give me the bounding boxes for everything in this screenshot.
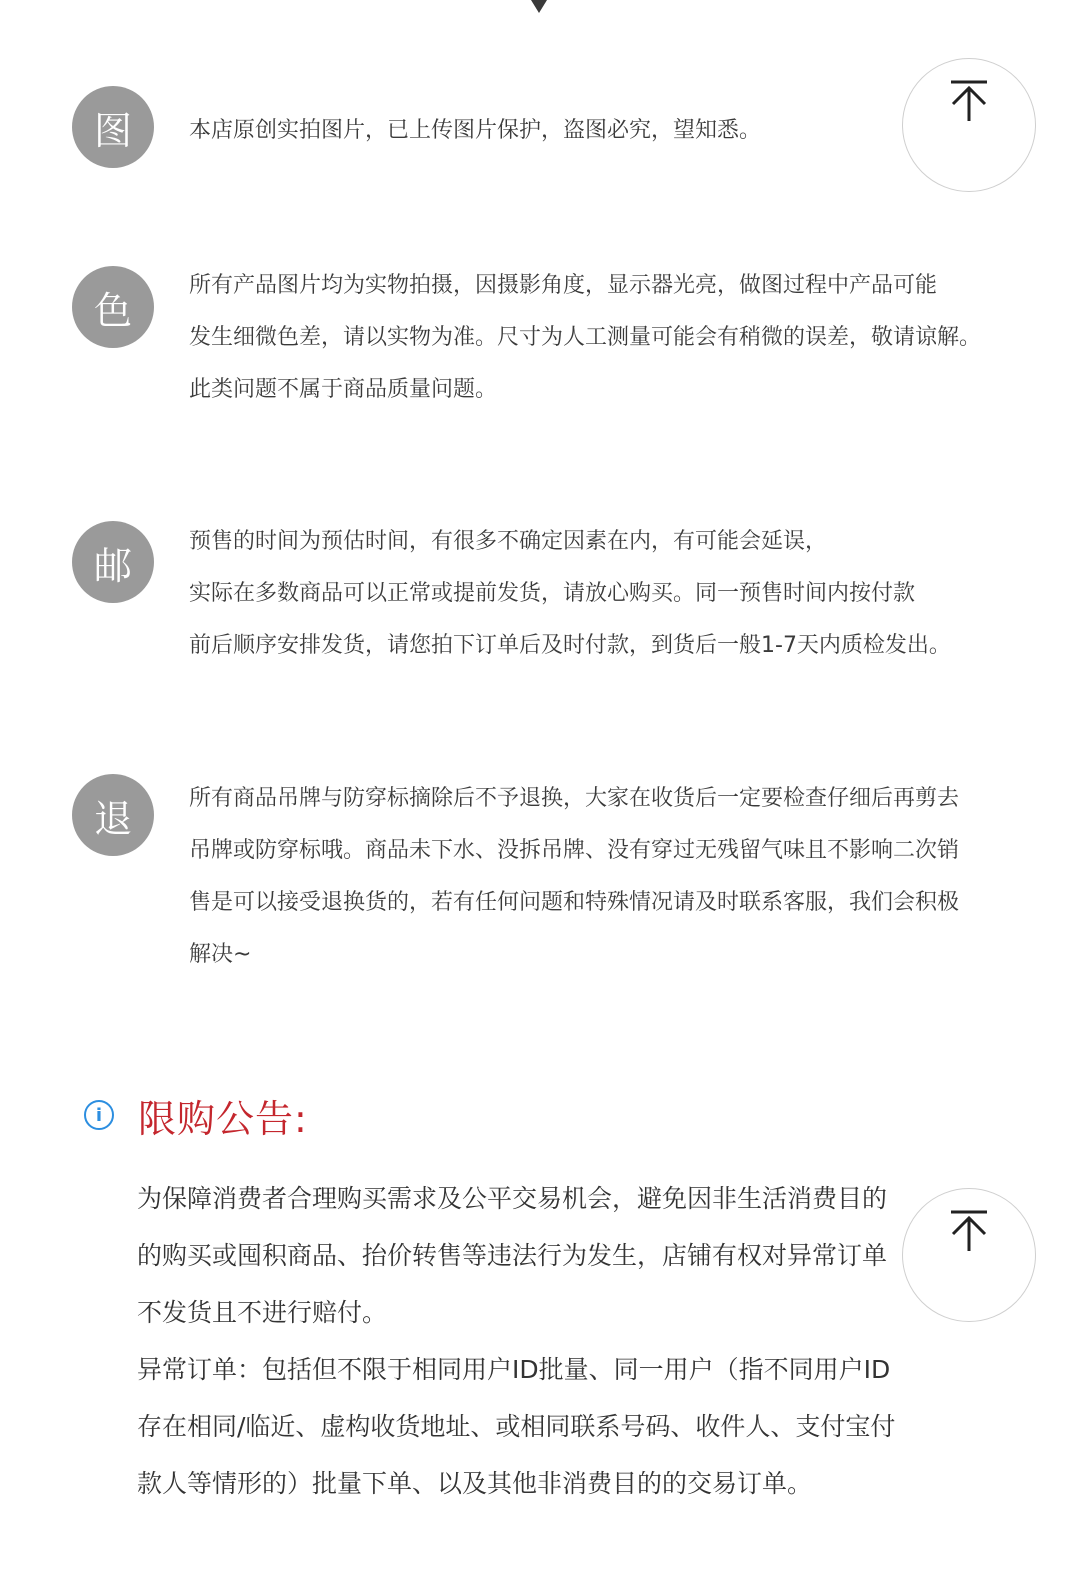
notice-line: 前后顺序安排发货，请您拍下订单后及时付款，到货后一般1-7天内质检发出。: [189, 633, 951, 658]
notice-line: 发生细微色差，请以实物为准。尺寸为人工测量可能会有稍微的误差，敬请谅解。: [189, 325, 982, 350]
notice-badge: 退: [72, 774, 154, 856]
notice-line: 本店原创实拍图片，已上传图片保护，盗图必究，望知悉。: [189, 118, 762, 143]
arrow-up-bar-icon: [947, 79, 991, 123]
info-icon: i: [84, 1100, 114, 1130]
back-to-top-button[interactable]: [902, 58, 1036, 192]
notice-line: 所有商品吊牌与防穿标摘除后不予退换，大家在收货后一定要检查仔细后再剪去: [189, 786, 960, 811]
notice-line: 吊牌或防穿标哦。商品未下水、没拆吊牌、没有穿过无残留气味且不影响二次销: [189, 838, 960, 863]
notice-badge: 色: [72, 266, 154, 348]
notice-badge: 图: [72, 86, 154, 168]
notice-text: [189, 773, 1019, 981]
notice-line: 解决~: [189, 942, 252, 967]
notice-text: [189, 516, 1019, 672]
limit-line: 存在相同/临近、虚构收货地址、或相同联系号码、收件人、支付宝付: [137, 1412, 896, 1441]
notice-text: [189, 260, 1019, 416]
notice-line: 所有产品图片均为实物拍摄，因摄影角度，显示器光亮，做图过程中产品可能: [189, 273, 938, 298]
back-to-top-button[interactable]: [902, 1188, 1036, 1322]
notice-line: 实际在多数商品可以正常或提前发货，请放心购买。同一预售时间内按付款: [189, 581, 916, 606]
limit-announcement-body: [137, 1170, 977, 1512]
notice-line: 此类问题不属于商品质量问题。: [189, 377, 498, 402]
limit-announcement-title: 限购公告:: [138, 1096, 308, 1141]
arrow-up-bar-icon: [947, 1209, 991, 1253]
limit-line: 款人等情形的）批量下单、以及其他非消费目的的交易订单。: [137, 1469, 813, 1498]
notice-line: 预售的时间为预估时间，有很多不确定因素在内，有可能会延误，: [189, 529, 828, 554]
limit-announcement-header: [84, 1090, 308, 1140]
notice-line: 售是可以接受退换货的，若有任何问题和特殊情况请及时联系客服，我们会积极: [189, 890, 960, 915]
scroll-down-indicator-icon: [531, 0, 547, 13]
limit-line: 不发货且不进行赔付。: [137, 1298, 388, 1327]
notice-badge: 邮: [72, 521, 154, 603]
limit-line: 为保障消费者合理购买需求及公平交易机会，避免因非生活消费目的: [137, 1184, 888, 1213]
notice-text: [189, 105, 1019, 157]
limit-line: 异常订单：包括但不限于相同用户ID批量、同一用户（指不同用户ID: [137, 1355, 891, 1384]
limit-line: 的购买或囤积商品、抬价转售等违法行为发生，店铺有权对异常订单: [137, 1241, 888, 1270]
